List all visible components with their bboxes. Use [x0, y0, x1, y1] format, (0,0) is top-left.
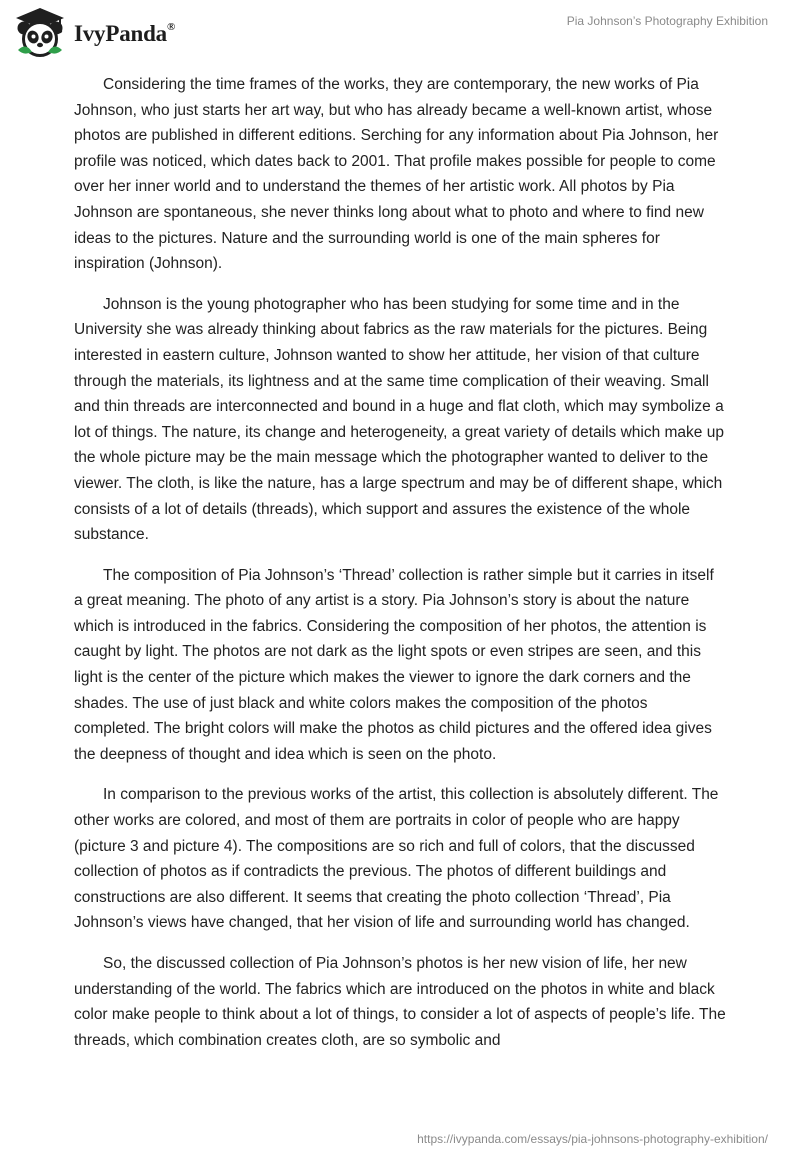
registered-mark: ® [166, 21, 176, 34]
paragraph-4: In comparison to the previous works of the artist, this collection is absolutely different. The other works are colored, and most of them are portraits in color of people who are happy (picture 3 and picture 4). The compositions are so rich and full of colors, that the discussed collection of photos as if contradicts the previous. The photos of different buildings and constructions are also different. It seems that creating the photo collection ‘Thread’, Pia Johnson’s views have changed, that her vision of life and surrounding world has changed. [74, 786, 719, 932]
brand-name: IvyPanda® [74, 21, 176, 46]
paragraph-2: Johnson is the young photographer who has been studying for some time and in the University she was already thinking about fabrics as the raw materials for the pictures. Being interested in eastern culture, Johnson wanted to show her attitude, her vision of that culture through the materials, its lightness and at the same time complication of their weaving. Small and thin threads are interconnected and bound in a huge and flat cloth, which may symbolize a lot of things. The nature, its change and heterogeneity, a great variety of details which make up the whole picture may be the main message which the photographer wanted to deliver to the viewer. The cloth, is like the nature, has a large spectrum and may be of different shape, which consists of a lot of details (threads), which support and assures the existence of the whole substance. [74, 295, 724, 544]
source-url[interactable]: https://ivypanda.com/essays/pia-johnsons-photography-exhibition/ [417, 1132, 768, 1146]
brand-logo[interactable] [14, 6, 175, 60]
panda-graduate-icon [14, 6, 66, 60]
paragraph-1: Considering the time frames of the works, they are contemporary, the new works of Pia Johnson, who just starts her art way, but who has already became a well-known artist, whose photos are published in different editions. Serching for any information about Pia Johnson, her profile was noticed, which dates back to 2001. That profile makes possible for people to come over her inner world and to understand the themes of her artistic work. All photos by Pia Johnson are spontaneous, she never thinks long about what to photo and where to find new ideas to the pictures. Nature and the surrounding world is one of the main spheres for inspiration (Johnson). [74, 76, 719, 273]
paragraph-5: So, the discussed collection of Pia Johnson’s photos is her new vision of life, her new understanding of the world. The fabrics which are introduced on the photos in white and black color make people to think about a lot of things, to consider a lot of aspects of people’s life. The threads, which combination creates cloth, are so symbolic and [74, 955, 726, 1049]
page-header [0, 0, 800, 70]
paragraph-3: The composition of Pia Johnson’s ‘Thread’ collection is rather simple but it carries in itself a great meaning. The photo of any artist is a story. Pia Johnson’s story is about the nature which is introduced in the fabrics. Considering the composition of her photos, the attention is caught by light. The photos are not dark as the light spots or even stripes are seen, and this light is the center of the picture which makes the viewer to ignore the dark corners and the shades. The use of just black and white colors makes the composition of the photos completed. The bright colors will make the photos as child pictures and the offered idea gives the deepness of thought and idea which is seen on the photo. [74, 566, 714, 763]
document-title: Pia Johnson’s Photography Exhibition [566, 14, 768, 28]
essay-body [74, 72, 726, 1068]
